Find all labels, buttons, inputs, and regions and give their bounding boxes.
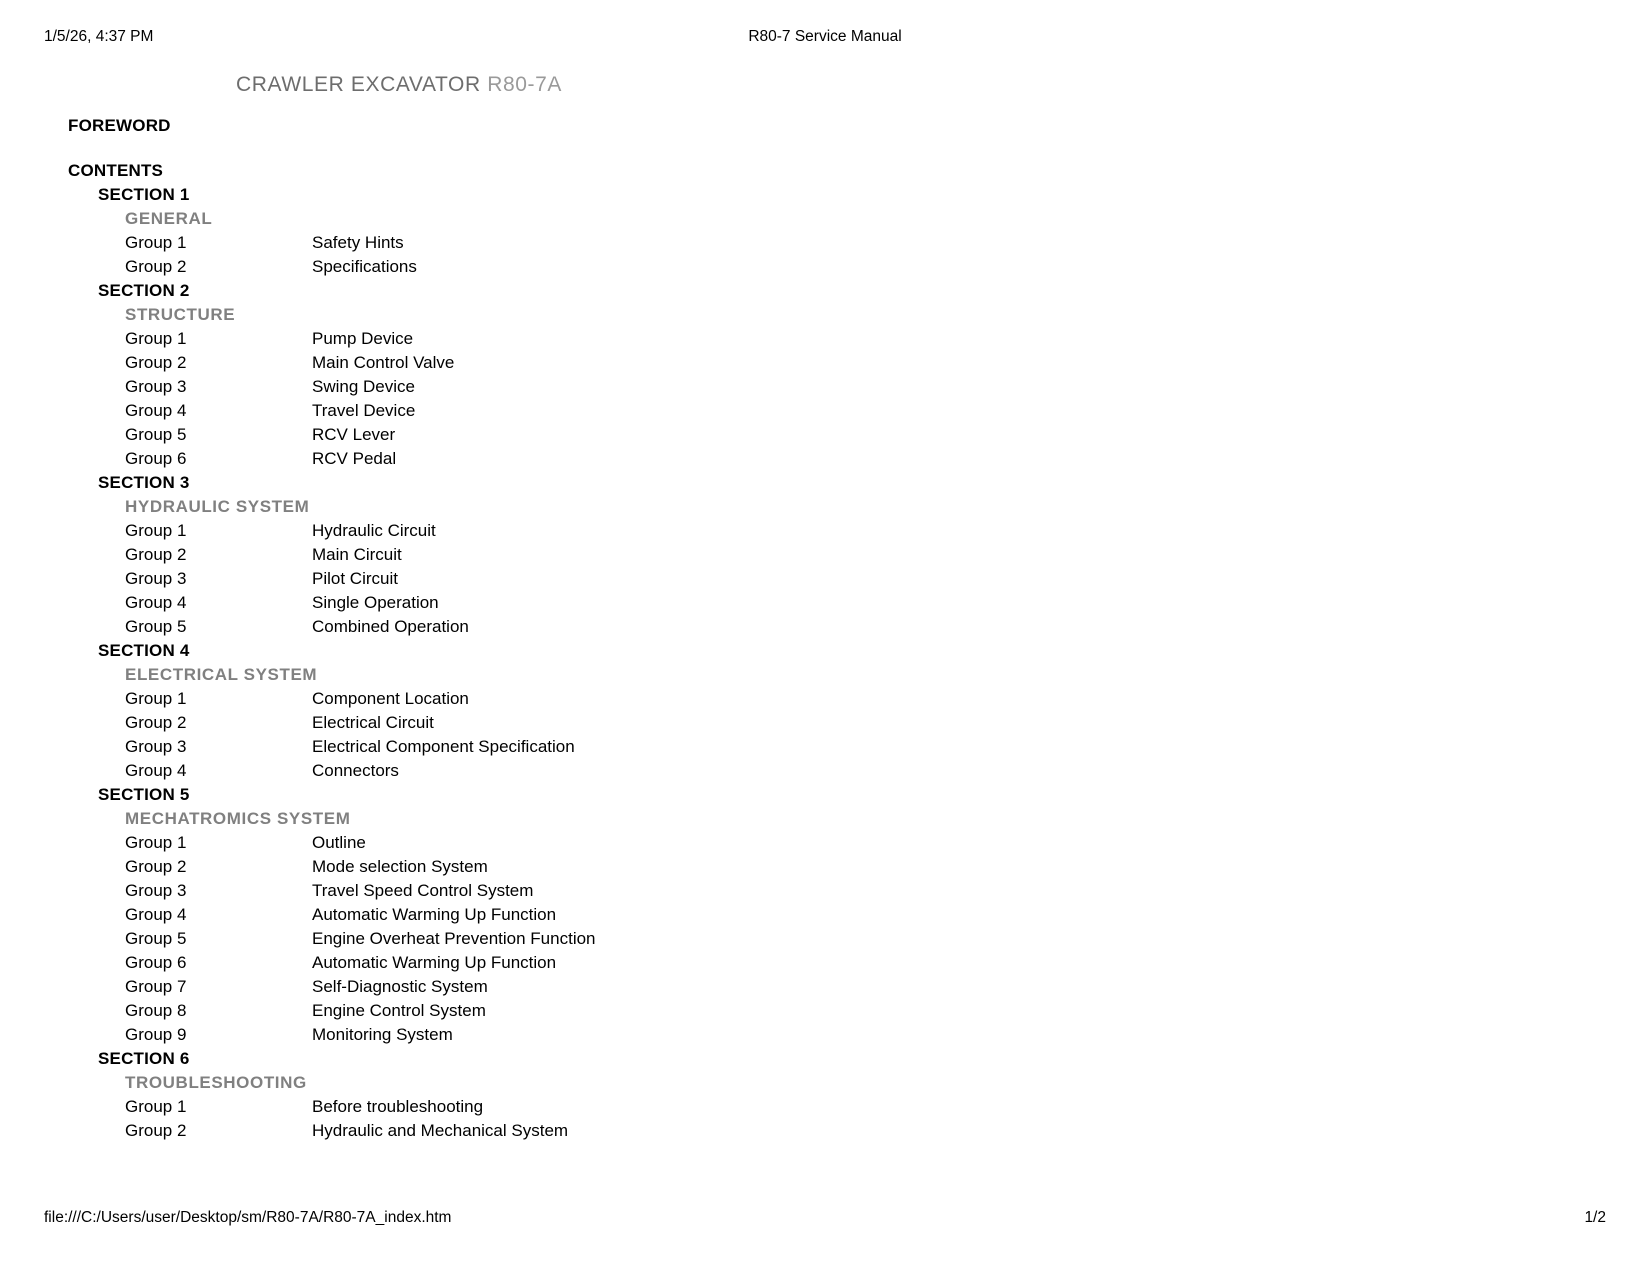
group-row[interactable] (0, 711, 1650, 735)
section-name[interactable]: STRUCTURE (125, 305, 236, 324)
group-description: Engine Control System (312, 1001, 486, 1020)
contents-list (0, 183, 1650, 1143)
group-description: Single Operation (312, 593, 439, 612)
group-label: Group 2 (125, 545, 187, 564)
group-row[interactable] (0, 975, 1650, 999)
group-label: Group 4 (125, 401, 187, 420)
group-description: Specifications (312, 257, 417, 276)
group-description: Travel Device (312, 401, 416, 420)
group-row[interactable] (0, 1119, 1650, 1143)
group-label: Group 5 (125, 617, 187, 636)
group-label: Group 1 (125, 521, 187, 540)
group-description: Mode selection System (312, 857, 488, 876)
group-label: Group 5 (125, 929, 187, 948)
group-label: Group 1 (125, 1097, 187, 1116)
group-label: Group 4 (125, 905, 187, 924)
group-description: Travel Speed Control System (312, 881, 534, 900)
group-label: Group 1 (125, 233, 187, 252)
group-row[interactable] (0, 1095, 1650, 1119)
page-title-model-code: R80-7A (487, 73, 562, 96)
group-description: RCV Lever (312, 425, 396, 444)
group-label: Group 2 (125, 257, 187, 276)
group-row[interactable] (0, 615, 1650, 639)
print-header (0, 28, 1650, 50)
group-row[interactable] (0, 543, 1650, 567)
group-row[interactable] (0, 327, 1650, 351)
group-row[interactable] (0, 831, 1650, 855)
section-name[interactable]: TROUBLESHOOTING (125, 1073, 307, 1092)
print-footer-url: file:///C:/Users/user/Desktop/sm/R80-7A/R80-7A_index.htm (44, 1209, 452, 1226)
group-description: Monitoring System (312, 1025, 453, 1044)
group-description: Self-Diagnostic System (312, 977, 488, 996)
section-block (0, 183, 1650, 279)
group-row[interactable] (0, 231, 1650, 255)
document-body (0, 70, 1650, 1143)
group-label: Group 3 (125, 737, 187, 756)
group-description: Connectors (312, 761, 399, 780)
group-label: Group 9 (125, 1025, 187, 1044)
group-description: Electrical Component Specification (312, 737, 575, 756)
section-label[interactable]: SECTION 6 (98, 1049, 190, 1068)
group-label: Group 2 (125, 857, 187, 876)
group-row[interactable] (0, 951, 1650, 975)
section-block (0, 471, 1650, 639)
section-name[interactable]: GENERAL (125, 209, 213, 228)
print-footer-page-number: 1/2 (1584, 1209, 1606, 1226)
page-title (236, 70, 1650, 100)
group-row[interactable] (0, 999, 1650, 1023)
group-row[interactable] (0, 567, 1650, 591)
group-description: Outline (312, 833, 366, 852)
group-row[interactable] (0, 855, 1650, 879)
group-label: Group 7 (125, 977, 187, 996)
page-title-model: CRAWLER EXCAVATOR (236, 73, 481, 96)
print-footer (0, 1209, 1650, 1231)
group-description: Automatic Warming Up Function (312, 905, 557, 924)
group-label: Group 3 (125, 377, 187, 396)
group-row[interactable] (0, 423, 1650, 447)
group-description: Combined Operation (312, 617, 469, 636)
group-row[interactable] (0, 519, 1650, 543)
group-label: Group 1 (125, 689, 187, 708)
group-description: Swing Device (312, 377, 415, 396)
group-description: Before troubleshooting (312, 1097, 484, 1116)
group-row[interactable] (0, 1023, 1650, 1047)
group-row[interactable] (0, 351, 1650, 375)
group-label: Group 4 (125, 593, 187, 612)
group-label: Group 5 (125, 425, 187, 444)
group-label: Group 2 (125, 1121, 187, 1140)
group-label: Group 1 (125, 833, 187, 852)
group-row[interactable] (0, 903, 1650, 927)
group-row[interactable] (0, 927, 1650, 951)
section-label[interactable]: SECTION 5 (98, 785, 190, 804)
group-label: Group 2 (125, 713, 187, 732)
group-row[interactable] (0, 399, 1650, 423)
group-description: Engine Overheat Prevention Function (312, 929, 596, 948)
foreword-heading[interactable]: FOREWORD (68, 116, 171, 135)
section-block (0, 279, 1650, 471)
group-label: Group 3 (125, 881, 187, 900)
print-header-timestamp: 1/5/26, 4:37 PM (44, 28, 154, 45)
group-label: Group 3 (125, 569, 187, 588)
group-description: RCV Pedal (312, 449, 397, 468)
group-description: Pilot Circuit (312, 569, 398, 588)
print-header-document-title: R80-7 Service Manual (748, 28, 902, 45)
group-label: Group 6 (125, 449, 187, 468)
group-description: Automatic Warming Up Function (312, 953, 557, 972)
group-description: Hydraulic and Mechanical System (312, 1121, 569, 1140)
group-label: Group 4 (125, 761, 187, 780)
section-label[interactable]: SECTION 2 (98, 281, 190, 300)
group-label: Group 2 (125, 353, 187, 372)
group-description: Main Control Valve (312, 353, 455, 372)
section-block (0, 1047, 1650, 1143)
section-block (0, 783, 1650, 1047)
group-row[interactable] (0, 591, 1650, 615)
group-row[interactable] (0, 375, 1650, 399)
group-description: Safety Hints (312, 233, 404, 252)
contents-heading: CONTENTS (68, 161, 164, 180)
group-description: Main Circuit (312, 545, 402, 564)
group-row[interactable] (0, 735, 1650, 759)
group-description: Hydraulic Circuit (312, 521, 436, 540)
group-description: Electrical Circuit (312, 713, 434, 732)
group-label: Group 8 (125, 1001, 187, 1020)
section-label[interactable]: SECTION 3 (98, 473, 190, 492)
group-row[interactable] (0, 255, 1650, 279)
section-block (0, 639, 1650, 783)
group-label: Group 6 (125, 953, 187, 972)
group-row[interactable] (0, 759, 1650, 783)
group-description: Pump Device (312, 329, 414, 348)
section-name[interactable]: HYDRAULIC SYSTEM (125, 497, 310, 516)
group-row[interactable] (0, 447, 1650, 471)
section-name[interactable]: MECHATROMICS SYSTEM (125, 809, 351, 828)
group-row[interactable] (0, 879, 1650, 903)
group-label: Group 1 (125, 329, 187, 348)
section-label[interactable]: SECTION 4 (98, 641, 190, 660)
group-row[interactable] (0, 687, 1650, 711)
group-description: Component Location (312, 689, 469, 708)
section-name[interactable]: ELECTRICAL SYSTEM (125, 665, 318, 684)
section-label[interactable]: SECTION 1 (98, 185, 190, 204)
